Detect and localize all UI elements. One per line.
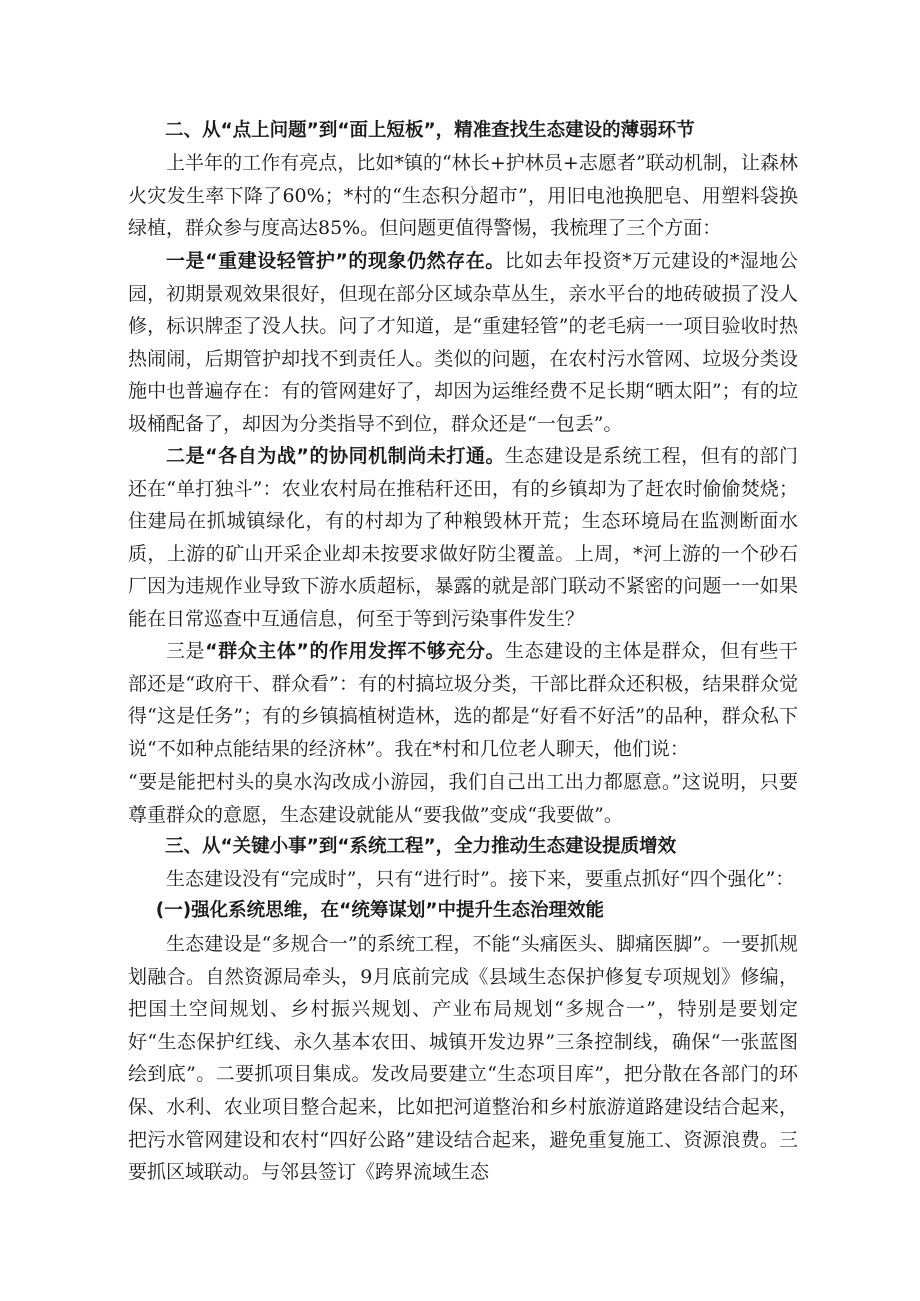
section-2-intro-paragraph: 上半年的工作有亮点，比如*镇的“林长+护林员+志愿者”联动机制，让森林火灾发生率下降了60%；*村的“生态积分超市”，用旧电池换肥皂、用塑料袋换绿植，群众参与度高达85%。但问题更值得警惕，我梳理了三个方面： [128, 152, 798, 240]
section-3-intro-paragraph: 生态建设没有“完成时”，只有“进行时”。接下来，要重点抓好“四个强化”： [166, 868, 795, 890]
point-3-lead: “群众主体”的作用发挥不够充分。 [205, 640, 506, 662]
subsection-1-body-paragraph: 生态建设是“多规合一”的系统工程，不能“头痛医头、脚痛医脚”。一要抓规划融合。自然资源局牵头，9月底前完成《县域生态保护修复专项规划》修编，把国土空间规划、乡村振兴规划、产业布局规划“多规合一”，特别是要划定好“生态保护红线、永久基本农田、城镇开发边界”三条控制线，确保“一张蓝图绘到底”。二要抓项目集成。发改局要建立“生态项目库”，把分散在各部门的环保、水利、农业项目整合起来，比如把河道整治和乡村旅游道路建设结合起来，把污水管网建设和农村“四好公路”建设结合起来，避免重复施工、资源浪费。三要抓区域联动。与邻县签订《跨界流域生态 [128, 933, 798, 1184]
point-2-paragraph [128, 440, 798, 636]
subsection-1-heading: (一)强化系统思维，在“统筹谋划”中提升生态治理效能 [155, 900, 604, 921]
point-2-body: 生态建设是系统工程，但有的部门还在“单打独斗”：农业农村局在推秸秆还田，有的乡镇却为了赶农时偷偷焚烧；住建局在抓城镇绿化，有的村却为了种粮毁林开荒；生态环境局在监测断面水质，上游的矿山开采企业却未按要求做好防尘覆盖。上周，*河上游的一个砂石厂因为违规作业导致下游水质超标，暴露的就是部门联动不紧密的问题一一如果能在日常巡查中互通信息，何至于等到污染事件发生？ [128, 445, 798, 630]
point-3-body: 生态建设的主体是群众，但有些干部还是“政府干、群众看”：有的村搞垃圾分类，干部比群众还积极，结果群众觉得“这是任务”；有的乡镇搞植树造林，选的都是“好看不好活”的品种，群众私下说“不如种点能结果的经济林”。我在*村和几位老人聊天，他们说： [128, 640, 798, 760]
section-3-heading: 三、从“关键小事”到“系统工程”，全力推动生态建设提质增效 [165, 836, 677, 857]
point-3-prefix: 三是 [166, 640, 206, 662]
point-3-paragraph [128, 635, 798, 765]
point-1-body: 比如去年投资*万元建设的*湿地公园，初期景观效果很好，但现在部分区域杂草丛生，亲水平台的地砖破损了没人修，标识牌歪了没人扶。问了才知道，是“重建轻管”的老毛病一一项目验收时热热闹闹，后期管护却找不到责任人。类似的问题，在农村污水管网、垃圾分类设施中也普遍存在：有的管网建好了，却因为运维经费不足长期“晒太阳”；有的垃圾桶配备了，却因为分类指导不到位，群众还是“一包丢”。 [128, 250, 798, 435]
point-1-lead: 一是“重建设轻管护”的现象仍然存在。 [166, 250, 505, 272]
point-3-quote-paragraph: “要是能把村头的臭水沟改成小游园，我们自己出工出力都愿意。”这说明，只要尊重群众的意愿，生态建设就能从“要我做”变成“我要做”。 [128, 771, 798, 826]
point-1-paragraph [128, 245, 798, 441]
section-2-heading: 二、从“点上问题”到“面上短板”，精准查找生态建设的薄弱环节 [165, 120, 695, 141]
point-2-lead: 二是“各自为战”的协同机制尚未打通。 [166, 445, 506, 467]
